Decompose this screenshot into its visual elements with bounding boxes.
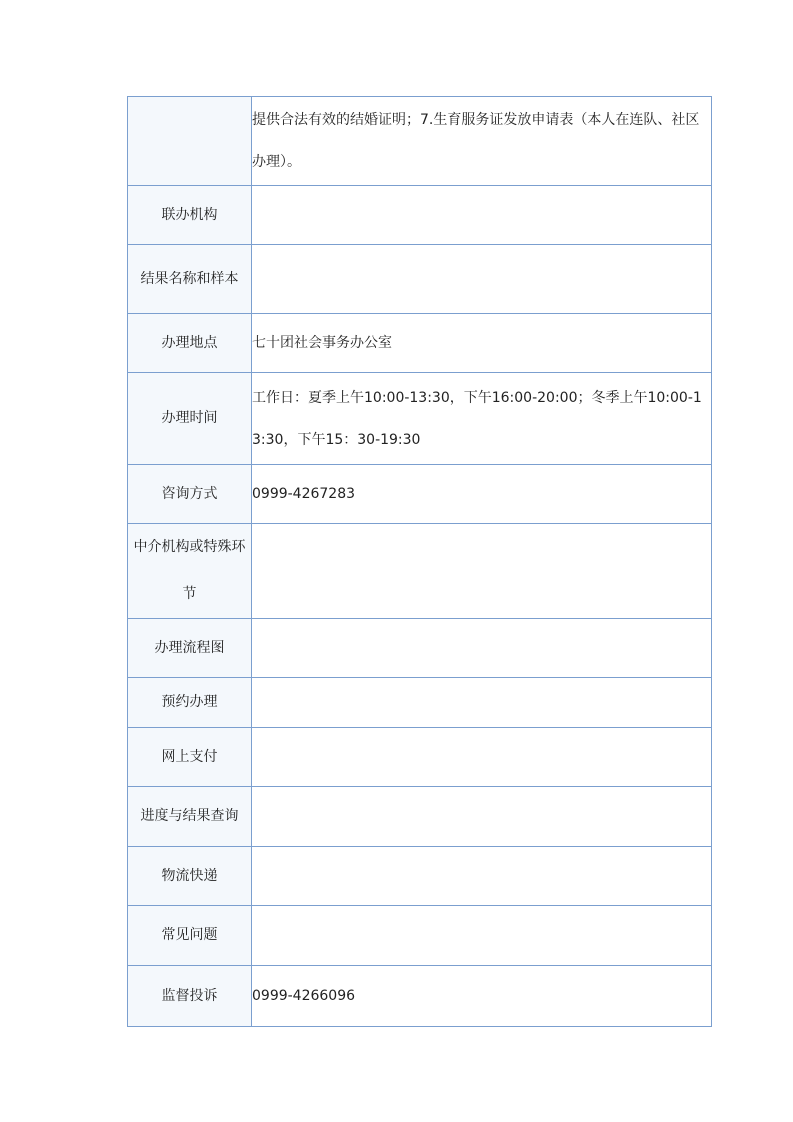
table-row: [128, 966, 712, 1027]
row-label: 网上支付: [128, 728, 252, 787]
table-row: [128, 906, 712, 966]
service-info-table: [127, 96, 712, 1027]
row-label: 办理时间: [128, 373, 252, 465]
row-value: 提供合法有效的结婚证明；7.生育服务证发放申请表（本人在连队、社区办理）。: [252, 97, 712, 186]
row-value: [252, 787, 712, 847]
row-value: 工作日：夏季上午10:00-13:30，下午16:00-20:00；冬季上午10:00-13:30，下午15：30-19:30: [252, 373, 712, 465]
row-value: [252, 728, 712, 787]
table-row: [128, 678, 712, 728]
row-label: 咨询方式: [128, 465, 252, 524]
row-value: [252, 245, 712, 314]
row-label: 联办机构: [128, 186, 252, 245]
table-row: [128, 465, 712, 524]
row-label: 办理流程图: [128, 619, 252, 678]
table-row: [128, 524, 712, 619]
row-label: 物流快递: [128, 847, 252, 906]
table-row: [128, 728, 712, 787]
row-label: 常见问题: [128, 906, 252, 966]
row-label: [128, 97, 252, 186]
row-value: [252, 524, 712, 619]
table-row: [128, 787, 712, 847]
table-row: [128, 97, 712, 186]
row-value: 0999-4267283: [252, 465, 712, 524]
row-label: 监督投诉: [128, 966, 252, 1027]
row-value: 0999-4266096: [252, 966, 712, 1027]
row-value: [252, 619, 712, 678]
row-value: [252, 678, 712, 728]
table-row: [128, 186, 712, 245]
row-value: [252, 847, 712, 906]
row-value: [252, 906, 712, 966]
row-label: 中介机构或特殊环节: [128, 524, 252, 619]
row-label: 办理地点: [128, 314, 252, 373]
row-label: 结果名称和样本: [128, 245, 252, 314]
row-label: 进度与结果查询: [128, 787, 252, 847]
table-row: [128, 314, 712, 373]
row-value: 七十团社会事务办公室: [252, 314, 712, 373]
table-row: [128, 847, 712, 906]
table-row: [128, 619, 712, 678]
row-label: 预约办理: [128, 678, 252, 728]
table-row: [128, 373, 712, 465]
row-value: [252, 186, 712, 245]
table-row: [128, 245, 712, 314]
